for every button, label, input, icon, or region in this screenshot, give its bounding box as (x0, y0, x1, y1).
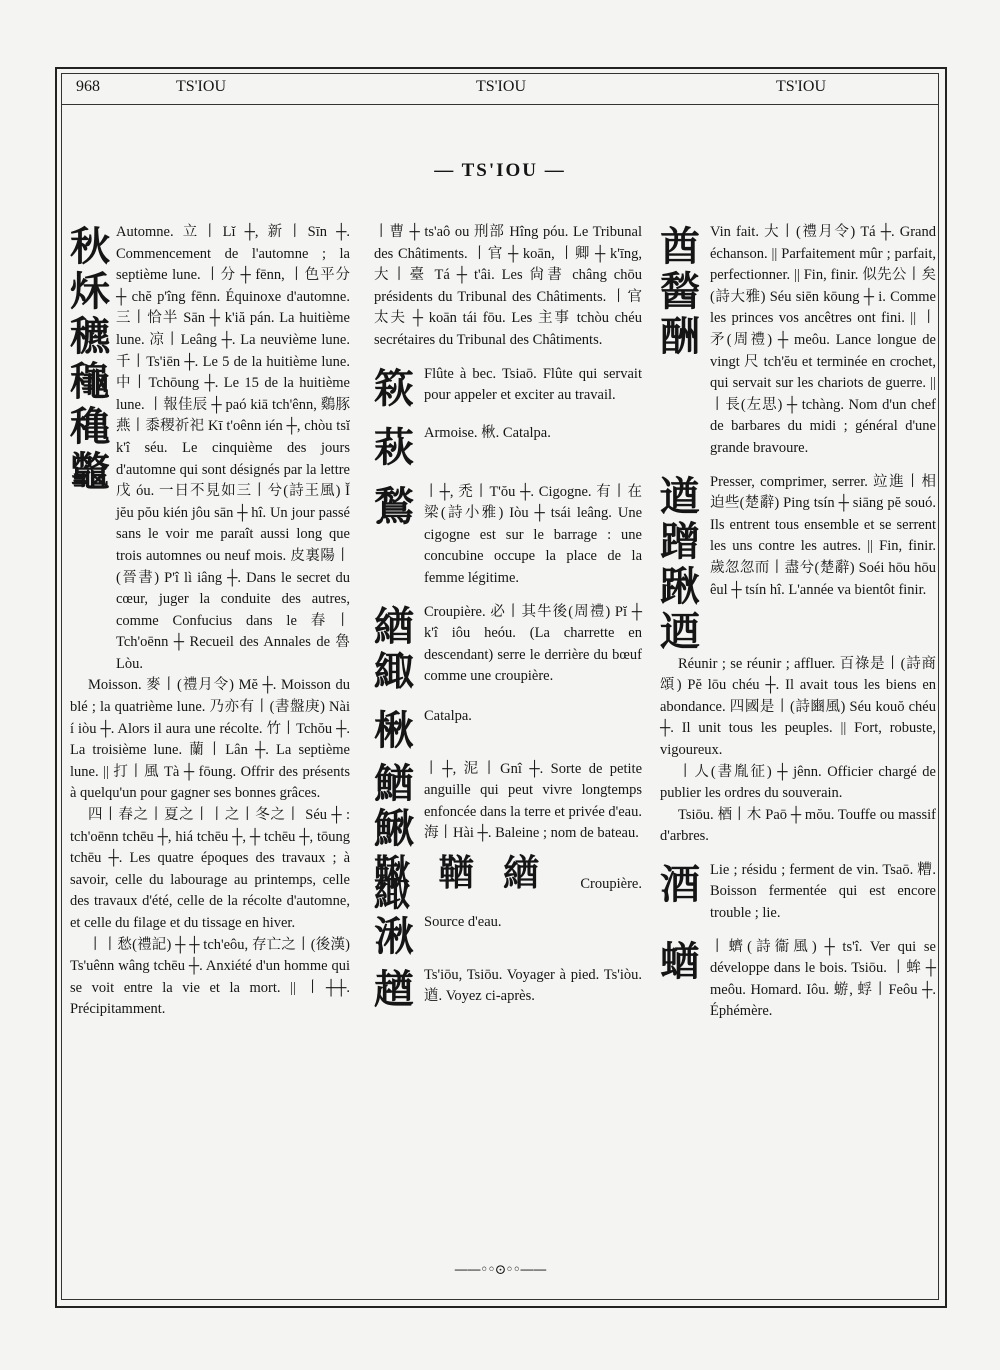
entry-vin (660, 222, 936, 460)
headword: 緅 (374, 647, 414, 695)
definition-paragraph: 丨人(書胤征) ┼ jênn. Officier chargé de publier les ordres du souverain. (660, 763, 936, 802)
definition-text: Ts'iōu, Tsiōu. Voyager à pied. Ts'iòu. 遒. Voyez ci-après. (424, 966, 642, 1005)
definition-text: Source d'eau. (424, 913, 502, 930)
entry-source (374, 912, 642, 959)
entry-voyager (374, 965, 642, 1012)
headword: 鰍 (374, 804, 414, 852)
definition-text: Catalpa. (424, 707, 472, 724)
headword: 緧 (374, 602, 414, 650)
headword: 篍 (374, 364, 414, 412)
headword: 穮 (70, 313, 110, 360)
entry-autumn (70, 222, 350, 675)
headword: 酋 (660, 223, 700, 270)
headword: 龞 (70, 448, 110, 495)
definition-paragraph: Tsiōu. 梄丨木 Paō ┼ mŏu. Touffe ou massif d'arbres. (660, 806, 936, 845)
entry-armoise (374, 423, 642, 470)
running-title-left: TS'IOU (176, 78, 226, 95)
definition-text: Croupière. 必丨其牛後(周禮) Pĭ ┼ k'î iôu heóu. (La charrette en descendant) serre le derrière du bœuf comme une croupière. (424, 603, 642, 685)
column-1 (70, 222, 350, 1021)
definition-text: Croupière. (580, 876, 642, 893)
definition-paragraph: Réunir ; se réunir ; affluer. 百祿是丨(詩商頌) Pĕ lōu chéu ┼. Il avait tous les biens en abondance. 四國是丨(詩豳風) Séu kouŏ chéu ┼. Il unit tous les peuples. || Fort, robuste, vigoureux. (660, 655, 936, 758)
definition-text: Automne. 立丨Lĭ ┼, 新丨Sīn ┼. Commencement de l'automne ; la septième lune. 丨分 ┼ fēnn, 丨色平分 ┼ chĕ p'îng fēnn. Équinoxe d'automne. 三丨恰半 Sān ┼ k'iă pán. La huitième lune. 凉丨Leâng ┼. La neuvième lune. 千丨Ts'iēn ┼. Le 5 de la huitième lune. 中丨Tchōung ┼. Le 15 de la huitième lune. 丨報佳辰 ┼ paó kiā tch'ênn, 鷄豚燕丨黍稷祈祀 Kī t'oênn ién ┼, chòu tsĭ k'î séu. Le cinquième des jours d'automne qui sont désignés par la lettre 戊 óu. 一日不見如三丨兮(詩王風) Ĭ jĕu pŏu kién jôu sān ┼ hî. Un jour passé sans le voir me paraît aussi long que trois automnes ou neuf mois. 皮裏陽丨(晉書) P'î lì iâng ┼. Dans le secret du cœur, juger la conduite des autres, comme Confucius dans le 春丨Tch'oēnn ┼ Recueil des Annales de 魯 Lòu. (116, 224, 350, 672)
definition-paragraph: Moisson. 麥丨(禮月令) Mĕ ┼. Moisson du blé ; la quatrième lune. 乃亦有丨(書盤庚) Nài í iòu ┼. Alors il aura une récolte. 竹丨Tchŏu ┼. La troisième lune. 蘭丨Lân ┼. La septième lune. || 打丨風 Tà ┼ fōung. Offrir des présents à quelqu'un pour gagner ses bonnes grâces. (70, 677, 350, 802)
headword: 萩 (374, 423, 414, 471)
entry-presser (660, 472, 936, 654)
entry-flute (374, 364, 642, 411)
headword: 迺 (660, 607, 700, 655)
page-title: — TS'IOU — (434, 160, 566, 181)
definition-text: 丨┼, 禿丨T'ŏu ┼. Cigogne. 有丨在梁(詩小雅) Iòu ┼ tsái leâng. Une cigogne est sur le barrage : une concubine occupe la place de la femme légitime. (424, 483, 642, 586)
headword: 秌 (70, 268, 110, 315)
page-number: 968 (76, 78, 100, 95)
definition-text: Vin fait. 大丨(禮月令) Tá ┼. Grand échanson. || Parfaitement mûr ; parfait, perfectionner. || Fin, finir. 似先公丨矣(詩大雅) Séu siēn kōung ┼ i. Comme les princes vos ancêtres ont fini. || 丨矛(周禮) ┼ meôu. Lance longue de vingt 尺 tch'ĕu et terminée en crochet, qui servait sur les chariots de guerre. || 丨長(左思) ┼ tchàng. Nom d'un chef de barbares du midi ; général d'une grande bravoure. (710, 224, 936, 456)
definition-text: Presser, comprimer, serrer. 竝進丨相迫些(楚辭) Ping tsín ┼ siāng pĕ souó. Ils entrent tous ensemble et se serrent les uns contre les autres. || Fin, finir. 歲忽忽而丨盡兮(楚辭) Soéi hōu hōu êul ┼ tsín hî. L'année va bientôt finir. (710, 473, 936, 598)
headword-glyphs (70, 222, 110, 494)
continued-entry: 丨曹 ┼ ts'aô ou 刑部 Hîng póu. Le Tribunal des Châtiments. 丨官 ┼ koān, 丨卿 ┼ k'īng, 大丨臺 Tá ┼ t'âi. Les 尙書 châng chōu présidents du Tribunal des Châtiments. 丨官太夫 ┼ koān tái fōu. Les 主事 tchòu chéu secrétaires du Tribunal des Châtiments. (374, 224, 642, 348)
headword-row: 鞦 鞧 緧 緅 (374, 851, 548, 916)
headword: 秋 (70, 223, 110, 270)
headword: 蝤 (660, 937, 700, 985)
headword: 酬 (660, 313, 700, 360)
definition-paragraph: 丨丨愁(禮記) ┼ ┼ tch'eôu, 存亡之丨(後漢) Ts'uênn wâng tchēu ┼. Anxiété d'un homme qui se voit entre la vie et la mort. || 丨┼┼. Précipitamment. (70, 936, 350, 1018)
entry-ver (660, 937, 936, 1023)
column-3 (660, 222, 936, 1023)
headword: 楸 (374, 706, 414, 754)
headword: 踿 (660, 562, 700, 610)
headword: 龝 (70, 358, 110, 405)
headword: 湫 (374, 912, 414, 960)
definition-text: 丨┼, 泥丨Gnî ┼. Sorte de petite anguille qui peut vivre longtemps enfoncée dans la terre et privée d'eau. 海丨Hài ┼. Baleine ; nom de bateau. (424, 760, 642, 842)
headword: 趥 (374, 965, 414, 1013)
column-2 (374, 222, 642, 1012)
definition-text: Flûte à bec. Tsiaō. Flûte qui servait pour appeler et exciter au travail. (424, 365, 642, 404)
headword: 鶖 (374, 482, 414, 530)
header-rule (61, 104, 938, 105)
headword: 醔 (660, 268, 700, 315)
headword: 酒 (660, 860, 700, 908)
entry-catalpa (374, 706, 642, 753)
running-title-right: TS'IOU (776, 78, 826, 95)
entry-croupiere (374, 602, 642, 694)
headword: 遒 (660, 472, 700, 520)
entry-cigogne (374, 482, 642, 590)
headword: 鰌 (374, 759, 414, 807)
definition-text: Lie ; résidu ; ferment de vin. Tsaō. 糟. Boisson fermentée qui est encore trouble ; lie. (710, 861, 936, 922)
entry-anguille (374, 759, 642, 851)
running-title-center: TS'IOU (476, 78, 526, 95)
headword: 蹭 (660, 517, 700, 565)
definition-paragraph: 四丨春之丨夏之丨丨之丨冬之丨 Séu ┼ : tch'oēnn tchēu ┼, hiá tchēu ┼, ┼ tchēu ┼, tōung tchēu ┼. Les quatre époques des travaux ; à savoir, celle du labourage au printemps, celle des travaux d'été, celle de la récolte d'automne, et celle du filage et du tissage en hiver. (70, 807, 350, 931)
definition-text: Armoise. 楸. Catalpa. (424, 424, 551, 441)
footer-ornament: ——◦◦⊙◦◦—— (454, 1262, 546, 1278)
headword: 穐 (70, 403, 110, 450)
entry-lie (660, 860, 936, 925)
definition-text: 丨蠐(詩衞風) ┼ ts'î. Ver qui se développe dans le bois. Tsiōu. 丨蛑 ┼ meôu. Homard. Iôu. 蝣, 蜉丨Feôu ┼. Éphémère. (710, 938, 936, 1020)
entry-croupiere-variants (374, 851, 642, 916)
